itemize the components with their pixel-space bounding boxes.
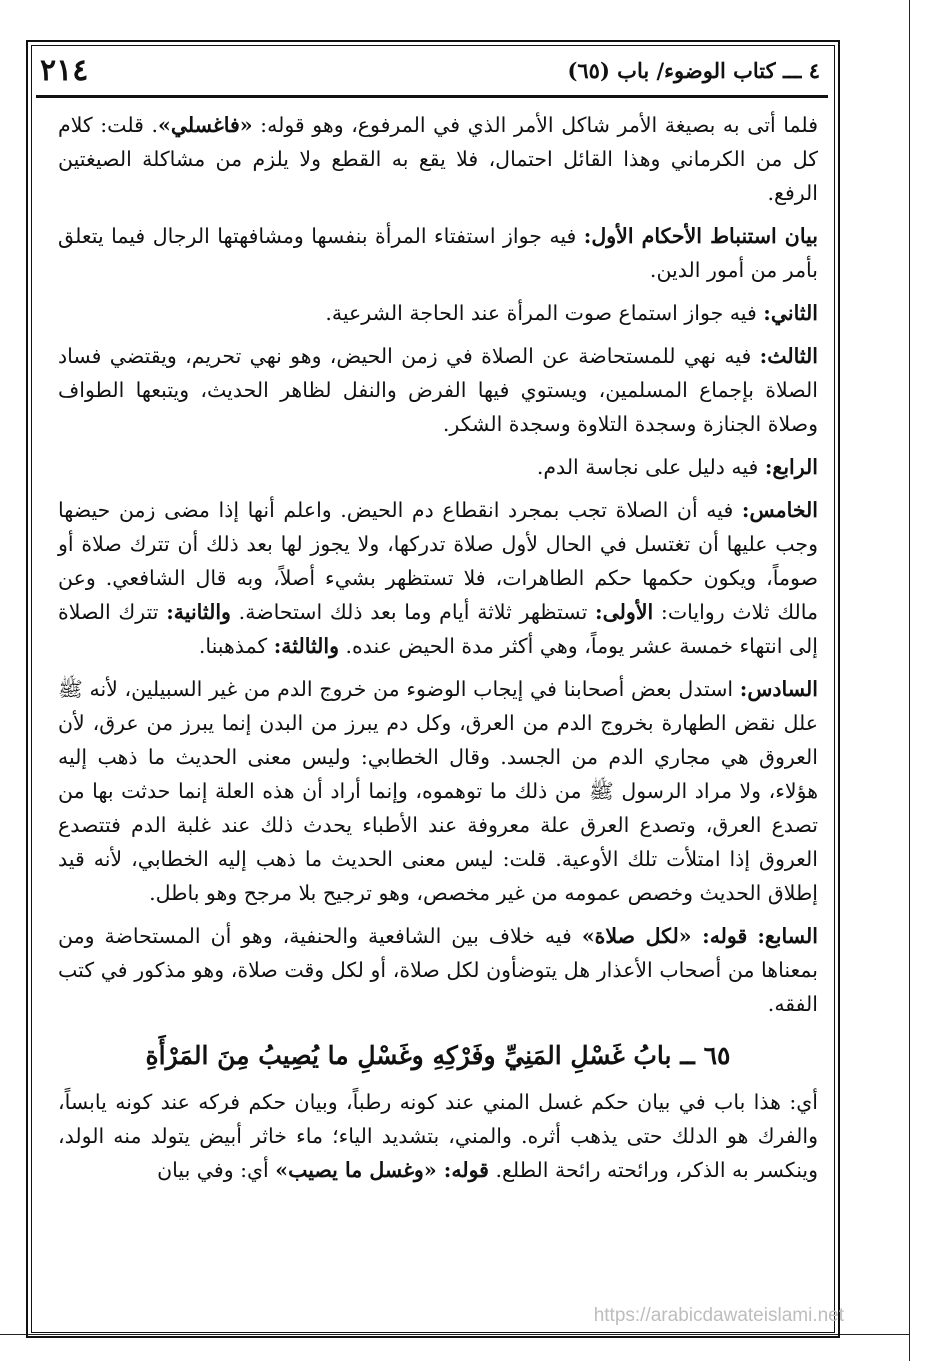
bold-term: الأولى: [595, 600, 654, 624]
paragraph [58, 493, 818, 663]
paragraph-text: فيه جواز استماع صوت المرأة عند الحاجة الشرعية. [325, 301, 764, 325]
paragraph [58, 1085, 818, 1187]
chapter-heading: ٦٥ ــ بابُ غَسْلِ المَنِيِّ وفَرْكِهِ وغَسْلِ ما يُصِيبُ مِنَ المَرْأَةِ [145, 1041, 731, 1070]
paragraph [58, 296, 818, 330]
bold-term: الخامس: [741, 498, 818, 522]
header-rule [36, 95, 828, 98]
paragraph-text: فيه دليل على نجاسة الدم. [536, 455, 765, 479]
paragraph-text: أي: وفي بيان [157, 1158, 276, 1182]
bold-term: والثانية: [166, 600, 231, 624]
paragraph-text: فيه أن الصلاة تجب بمجرد انقطاع دم الحيض. واعلم أنها إذا مضى زمن حيضها وجب عليها أن تغتسل في الحال لأول صلاة تدركها، ولا يجوز لها بعد ذلك أن تترك صلاة أو صوماً، ويكون حكمها حكم الطاهرات، فلا تستظهر بشيء أصلاً، وبه قال الشافعي. وعن مالك ثلاث روايات: [58, 498, 819, 624]
paragraph-text: فلما أتى به بصيغة الأمر شاكل الأمر الذي في المرفوع، وهو قوله: [252, 113, 818, 137]
bold-term: قوله: «لكل صلاة» [581, 924, 748, 948]
paragraph-text: . قلت: كلام كل من الكرماني وهذا القائل احتمال، فلا يقع به القطع ولا يلزم من مشاكلة الصيغتين الرفع. [58, 113, 818, 205]
paragraph-text: تستظهر ثلاثة أيام وما بعد ذلك استحاضة. [230, 600, 596, 624]
paragraph-text: أي: هذا باب في بيان حكم غسل المني عند كونه رطباً، وبيان حكم فركه عند كونه يابساً، والفرك هو الدلك حتى يذهب أثره. والمني، بتشديد الياء؛ ماء خاثر أبيض يتولد منه الولد، وينكسر به الذكر، ورائحته رائحة الطلع. [58, 1090, 818, 1182]
paragraph [58, 339, 818, 441]
paragraph-text: تترك الصلاة إلى انتهاء خمسة عشر يوماً، وهي أكثر مدة الحيض عنده. [58, 600, 818, 658]
bold-term: الرابع: [764, 455, 818, 479]
watermark-url[interactable]: https://arabicdawateislami.net [593, 1305, 844, 1326]
commentary-paragraphs [58, 108, 818, 1021]
paragraph [58, 450, 818, 484]
paragraph [58, 672, 818, 910]
paragraph [58, 108, 818, 210]
paragraph [58, 219, 818, 287]
bold-term: قوله: «وغسل ما يصيب» [275, 1158, 489, 1182]
paragraph-text: فيه خلاف بين الشافعية والحنفية، وهو أن المستحاضة ومن بمعناها من أصحاب الأعذار هل يتوضأون لكل صلاة، أو لكل وقت صلاة، وهو مذكور في كتب الفقه. [58, 924, 818, 1016]
bold-term: السادس: [739, 677, 818, 701]
bold-term: الثاني: [763, 301, 818, 325]
paragraph-text: كمذهبنا. [198, 634, 274, 658]
paragraph-text [747, 924, 757, 948]
page-number: ٢١٤ [40, 52, 89, 88]
bold-term: والثالثة: [273, 634, 339, 658]
decorative-border-bottom [0, 1334, 910, 1361]
bold-term: السابع: [757, 924, 818, 948]
page-body [58, 108, 818, 1196]
bold-term: بيان استنباط الأحكام الأول: [583, 224, 818, 248]
bold-term: «فاغسلي» [158, 113, 253, 137]
paragraph [58, 919, 818, 1021]
page-header [40, 50, 820, 90]
paragraph-text: فيه جواز استفتاء المرأة بنفسها ومشافهتها الرجال فيما يتعلق بأمر من أمور الدين. [58, 224, 818, 282]
decorative-border-right [909, 0, 934, 1361]
chapter-explanation [58, 1085, 818, 1187]
paragraph-text: فيه نهي للمستحاضة عن الصلاة في زمن الحيض، وهو نهي تحريم، ويقتضي فساد الصلاة بإجماع المسلمين، ويستوي فيها الفرض والنفل لظاهر الحديث، ويتبعها الطواف وصلاة الجنازة وسجدة التلاوة وسجدة الشكر. [58, 344, 818, 436]
bold-term: الثالث: [759, 344, 818, 368]
running-head: ٤ ـــ كتاب الوضوء/ باب (٦٥) [567, 57, 820, 83]
paragraph-text: استدل بعض أصحابنا في إيجاب الوضوء من خروج الدم من غير السبيلين، لأنه ﷺ علل نقض الطهارة بخروج الدم من العرق، وكل دم يبرز من البدن إنما يبرز من عرق، لأن العروق هي مجاري الدم من الجسد. وقال الخطابي: وليس معنى الحديث ما ذهب إليه هؤلاء، ولا مراد الرسول ﷺ من ذلك ما توهموه، وإنما أراد أن هذه العلة إنما حدثت بها من تصدع العرق، وتصدع العرق علة معروفة عند الأطباء يحدث ذلك عند غلبة الدم فتتصدع العروق إذا امتلأت تلك الأوعية. قلت: ليس معنى الحديث ما ذهب إليه الخطابي، لأنه قيد إطلاق الحديث وخصص عمومه من غير مخصص، وهو ترجيح بلا مرجح وهو باطل. [58, 677, 818, 905]
